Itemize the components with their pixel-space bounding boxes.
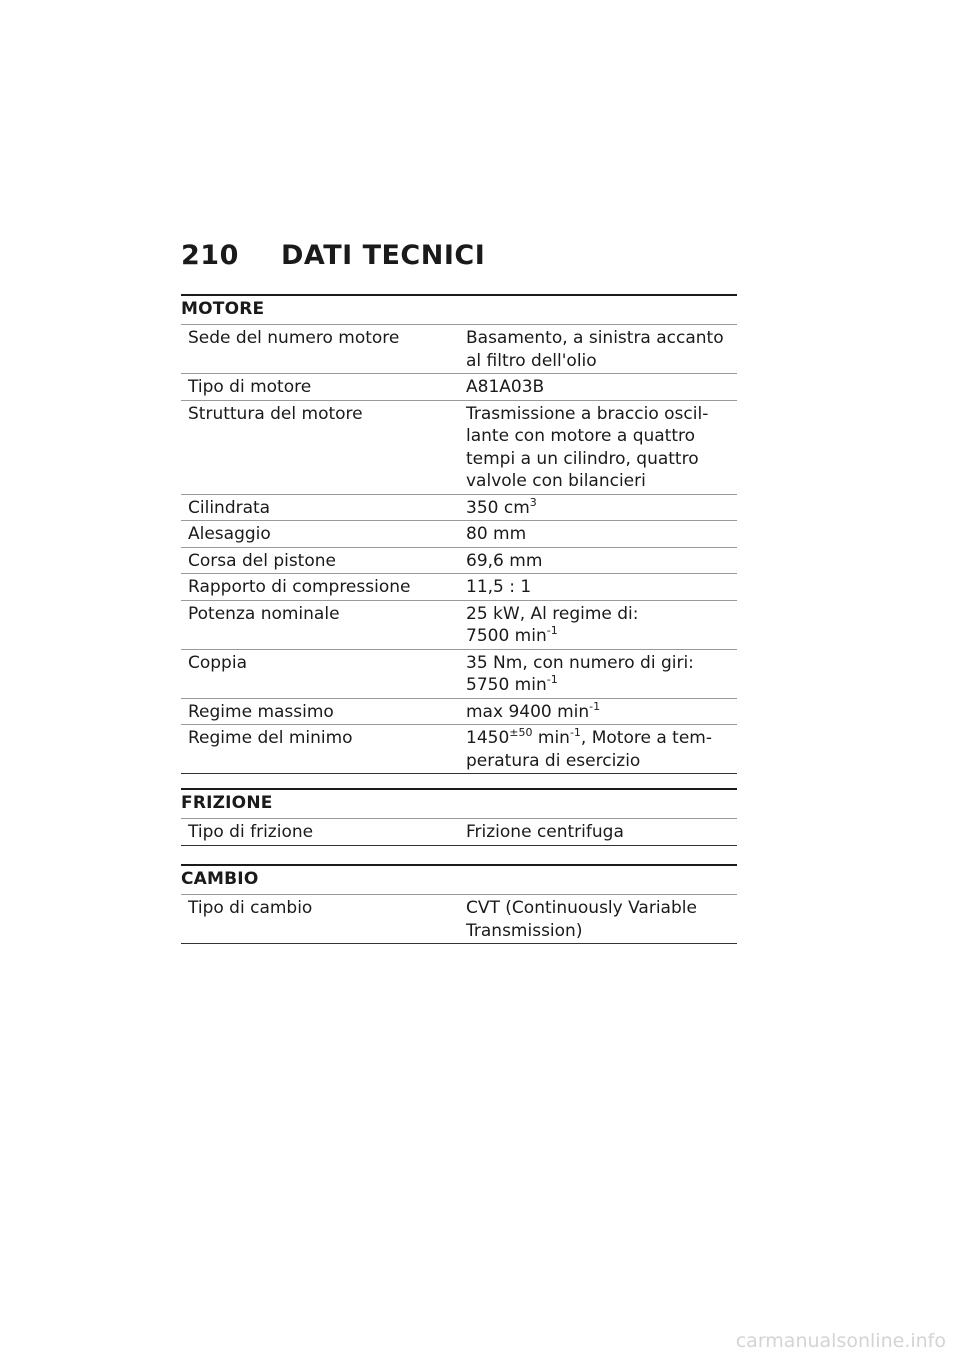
table-row [181,521,737,548]
section-frizione [181,788,737,846]
table-row [181,601,737,650]
spec-value: Frizione centrifuga [466,822,624,842]
spec-value: Basamento, a sinistra accanto al filtro dell'olio [466,328,724,371]
table-row [181,819,737,846]
spec-value-text: 350 cm [466,497,530,518]
spec-label: Potenza nominale [188,603,340,624]
table-row [181,699,737,726]
spec-table-motore [181,324,737,774]
superscript: ±50 [509,726,533,739]
spec-value [459,603,737,648]
table-row [181,650,737,699]
spec-value [459,701,737,724]
table-row [181,495,737,522]
table-row [181,401,737,495]
spec-label: Struttura del motore [188,403,363,424]
spec-label: Tipo di cambio [188,898,313,918]
spec-value: 11,5 : 1 [466,577,532,597]
spec-value [459,652,737,697]
spec-label: Sede del numero motore [188,328,400,348]
spec-value [459,727,737,772]
superscript: -1 [546,673,558,686]
spec-table-cambio [181,894,737,944]
spec-value: 80 mm [466,524,527,544]
spec-label: Tipo di frizione [188,822,314,842]
spec-label: Regime del minimo [188,728,353,748]
spec-value: 69,6 mm [466,550,543,571]
spec-value-text: 1450 [466,728,510,748]
spec-label: Regime massimo [188,701,334,722]
table-row [181,574,737,601]
table-row [181,725,737,774]
table-row [181,895,737,944]
spec-value: CVT (Continuously Variable Transmission) [466,898,697,941]
table-row [181,325,737,374]
page-title: DATI TECNICI [281,240,486,271]
spec-value-line: 35 Nm, con numero di giri: [466,652,694,673]
spec-label: Cilindrata [188,497,271,518]
watermark: carmanualsonline.info [735,1330,946,1352]
spec-value-line: 5750 min [466,675,547,695]
spec-value-line: 7500 min [466,626,547,646]
spec-value: A81A03B [466,377,545,397]
spec-value [459,497,737,520]
superscript: 3 [529,495,537,509]
spec-value: Trasmissione a braccio oscil- lante con motore a quattro tempi a un cilindro, quattro valvole con bilancieri [466,403,709,491]
spec-label: Tipo di motore [188,377,312,397]
table-row [181,374,737,401]
table-row [181,548,737,575]
spec-table-frizione [181,818,737,846]
spec-value-text: max 9400 min [466,701,590,722]
section-motore [181,294,737,774]
spec-label: Alesaggio [188,524,271,544]
section-cambio [181,864,737,944]
superscript: -1 [589,699,601,713]
superscript: -1 [546,624,558,637]
spec-label: Corsa del pistone [188,550,336,571]
superscript: -1 [569,726,581,739]
spec-value-text: , Motore a tem- [580,728,712,748]
section-title-frizione: FRIZIONE [181,788,737,818]
spec-value-line: peratura di esercizio [466,750,641,771]
section-title-motore: MOTORE [181,294,737,324]
spec-value-text: min [532,728,570,748]
spec-label: Coppia [188,652,247,673]
spec-label: Rapporto di compressione [188,577,411,597]
spec-value-line: 25 kW, Al regime di: [466,603,639,624]
page-header [181,240,485,271]
section-title-cambio: CAMBIO [181,864,737,894]
page-number: 210 [181,240,239,271]
